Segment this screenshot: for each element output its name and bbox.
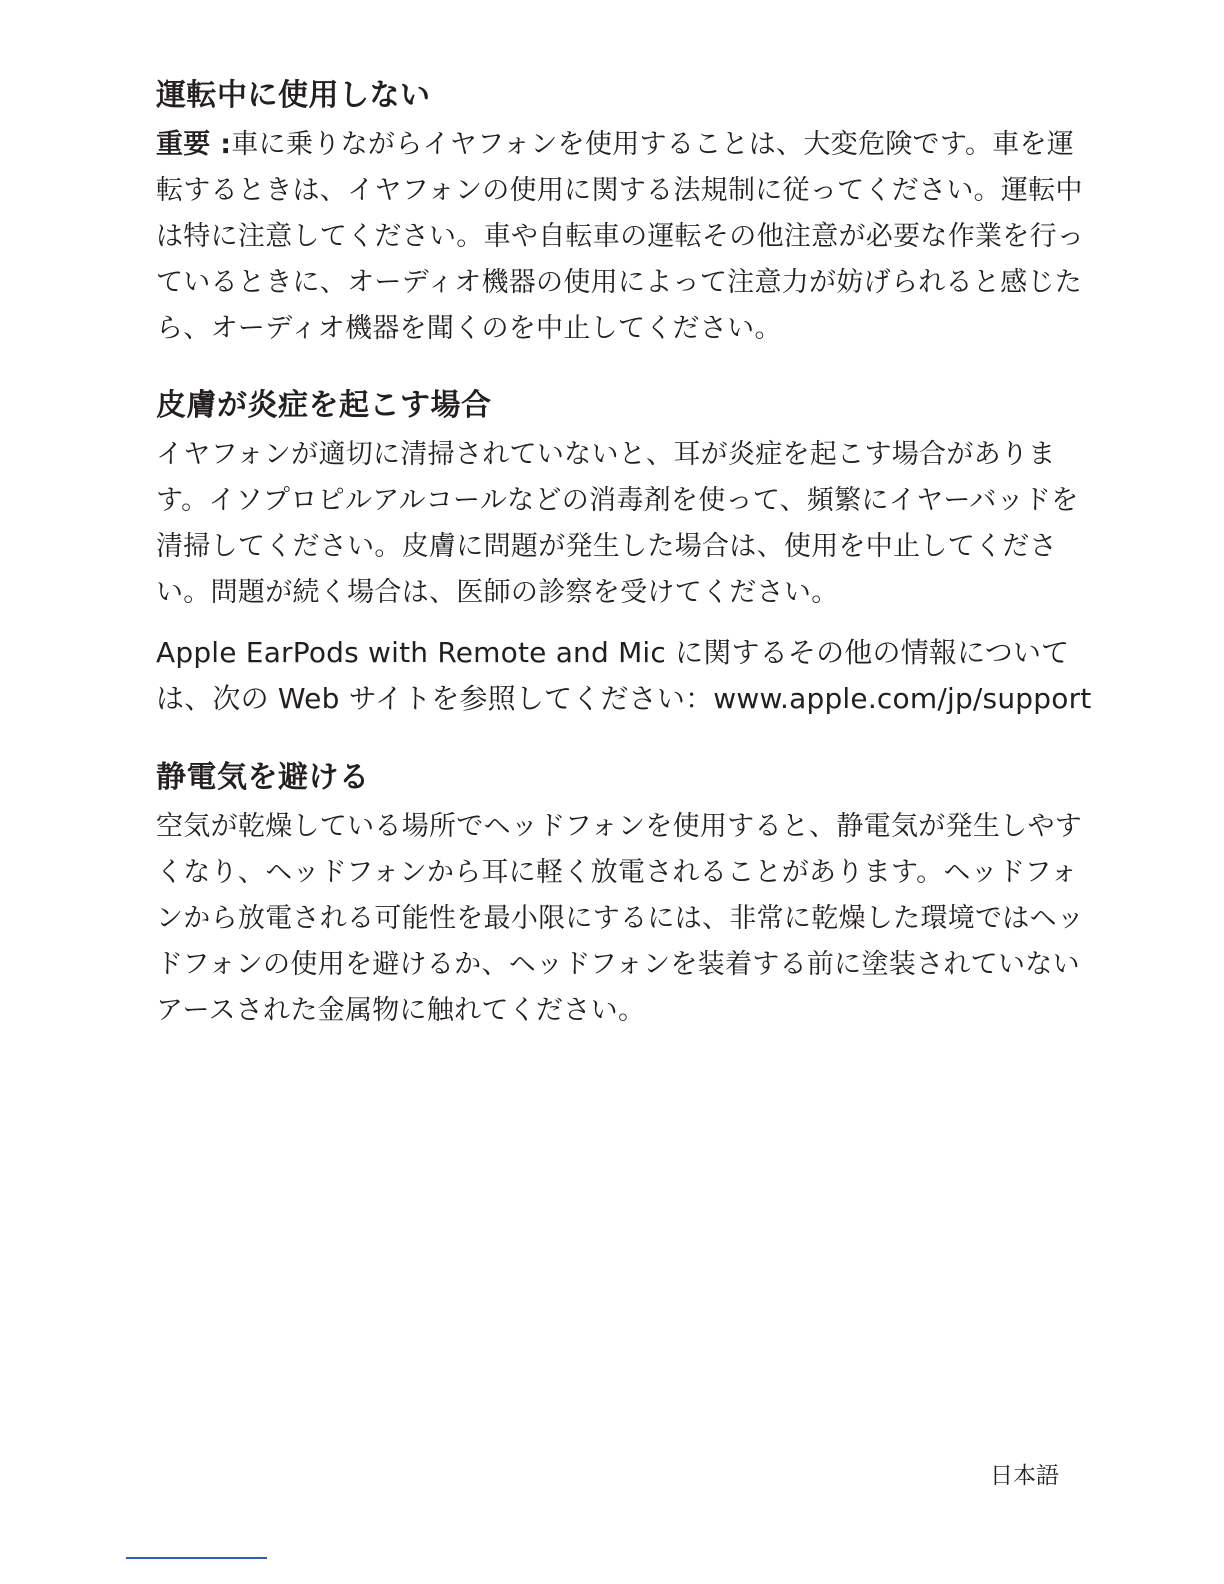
- section-body-text: 空気が乾燥している場所でヘッドフォンを使用すると、静電気が発生しやすくなり、ヘッドフォンから耳に軽く放電されることがあります。ヘッドフォンから放電される可能性を最小限にするには、非常に乾燥した環境ではヘッドフォンの使用を避けるか、ヘッドフォンを装着する前に塗装されていないアースされた金属物に触れてください。: [156, 811, 1085, 1026]
- footer-rule: [126, 1557, 267, 1559]
- document-content: [156, 74, 1096, 1034]
- section-body: [156, 122, 1096, 352]
- section-static: [156, 756, 1096, 1034]
- section-heading: 皮膚が炎症を起こす場合: [156, 388, 492, 423]
- important-label: 重要 :: [156, 129, 232, 160]
- section-body-text: イヤフォンが適切に清掃されていないと、耳が炎症を起こす場合があります。イソプロピルアルコールなどの消毒剤を使って、頻繁にイヤーバッドを清掃してください。皮膚に問題が発生した場合は、使用を中止してください。問題が続く場合は、医師の診察を受けてください。: [156, 439, 1079, 608]
- footer-language-label: 日本語: [990, 1463, 1059, 1489]
- section-body-text: 車に乗りながらイヤフォンを使用することは、大変危険です。車を運転するときは、イヤフォンの使用に関する法規制に従ってください。運転中は特に注意してください。車や自転車の運転その他注意が必要な作業を行っているときに、オーディオ機器の使用によって注意力が妨げられると感じたら、オーディオ機器を聞くのを中止してください。: [156, 129, 1085, 344]
- section-heading: 静電気を避ける: [156, 760, 370, 795]
- support-info-text: Apple EarPods with Remote and Mic に関するその他の情報については、次の Web サイトを参照してください：www.apple.com/jp/support: [156, 636, 1092, 715]
- section-skin: [156, 384, 1096, 722]
- section-driving: [156, 74, 1096, 352]
- section-heading: 運転中に使用しない: [156, 78, 431, 113]
